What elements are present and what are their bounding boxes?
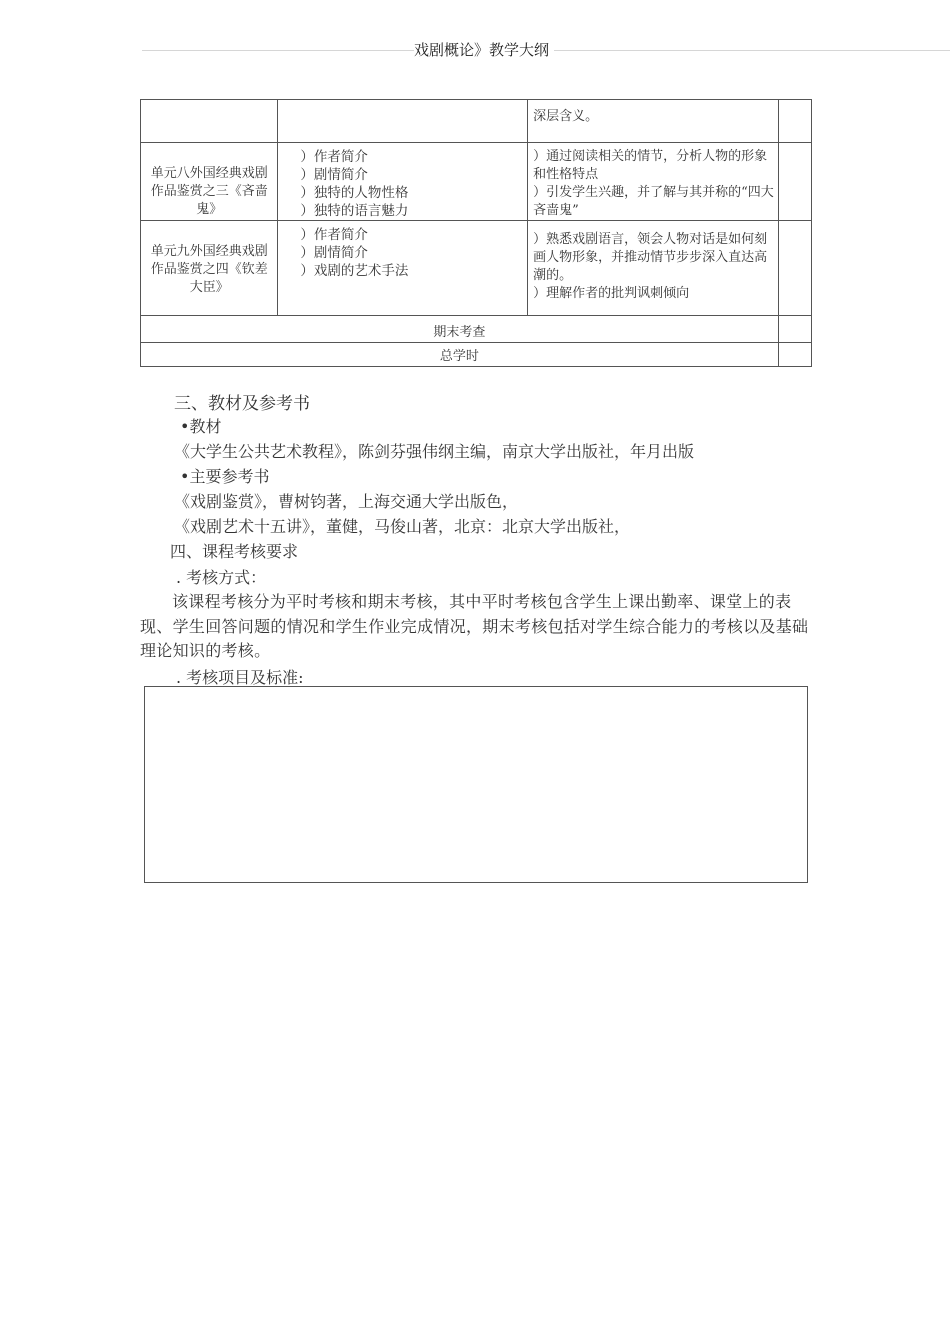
content-item: ）独特的人物性格 [300,185,409,201]
content-cell [278,221,528,316]
section-title-assessment: 四、课程考核要求 [170,542,299,561]
final-exam-label: 期末考查 [433,325,486,340]
textbook-label: •教材 [180,417,222,436]
references-label: •主要参考书 [180,467,270,486]
content-item: ）剧情简介 [300,167,368,183]
goal-item: ）引发学生兴趣，并了解与其并称的“四大吝啬鬼” [533,185,774,218]
textbook-entry: 《大学生公共艺术教程》，陈剑芬强伟纲主编，南京大学出版社，年月出版 [174,442,695,461]
goal-item: ）通过阅读相关的情节，分析人物的形象和性格特点 [533,149,768,182]
goal-item: ）理解作者的批判讽刺倾向 [533,286,690,301]
reference-entry: 《戏剧鉴赏》，曹树钧著，上海交通大学出版色， [174,492,519,511]
final-exam-cell [141,316,779,343]
table-row [141,100,812,143]
goal-cell [528,143,779,221]
hours-cell [778,100,811,143]
unit-cell [141,143,278,221]
content-item: ）戏剧的艺术手法 [300,263,409,279]
goal-cell [528,221,779,316]
table-row [141,316,812,343]
content-cell [278,143,528,221]
total-hours-cell [141,343,779,367]
table-row [141,343,812,367]
assessment-method-text: 该课程考核分为平时考核和期末考核，其中平时考核包含学生上课出勤率、课堂上的表现、学生回答问题的情况和学生作业完成情况，期末考核包括对学生综合能力的考核以及基础理论知识的考核。 [140,592,809,660]
content-item: ）作者简介 [300,227,368,243]
content-item: ）剧情简介 [300,245,368,261]
unit-title: 单元八外国经典戏剧作品鉴赏之三《吝啬鬼》 [150,166,268,217]
page-header-title: 戏剧概论》教学大纲 [414,40,554,60]
goal-cell [528,100,779,143]
assessment-method-label: . 考核方式： [176,568,267,587]
unit-title: 单元九外国经典戏剧作品鉴赏之四《钦差大臣》 [150,244,268,295]
hours-cell [778,221,811,316]
table-row [141,143,812,221]
hours-cell [778,316,811,343]
total-hours-label: 总学时 [439,349,479,364]
content-item: ）独特的语言魅力 [300,203,409,219]
unit-cell [141,100,278,143]
table-row [141,221,812,316]
hours-cell [778,143,811,221]
content-item: ）作者简介 [300,149,368,165]
reference-entry: 《戏剧艺术十五讲》，董健，马俊山著，北京：北京大学出版社， [174,517,631,536]
assessment-criteria-box [144,686,808,883]
unit-cell [141,221,278,316]
assessment-criteria-label: . 考核项目及标准: [176,668,304,687]
hours-cell [778,343,811,367]
content-cell [278,100,528,143]
goal-item: 深层含义。 [533,109,599,124]
section-title-textbooks: 三、教材及参考书 [174,394,310,414]
course-outline-table [140,99,812,367]
goal-item: ）熟悉戏剧语言，领会人物对话是如何刻画人物形象，并推动情节步步深入直达高潮的。 [533,232,768,283]
